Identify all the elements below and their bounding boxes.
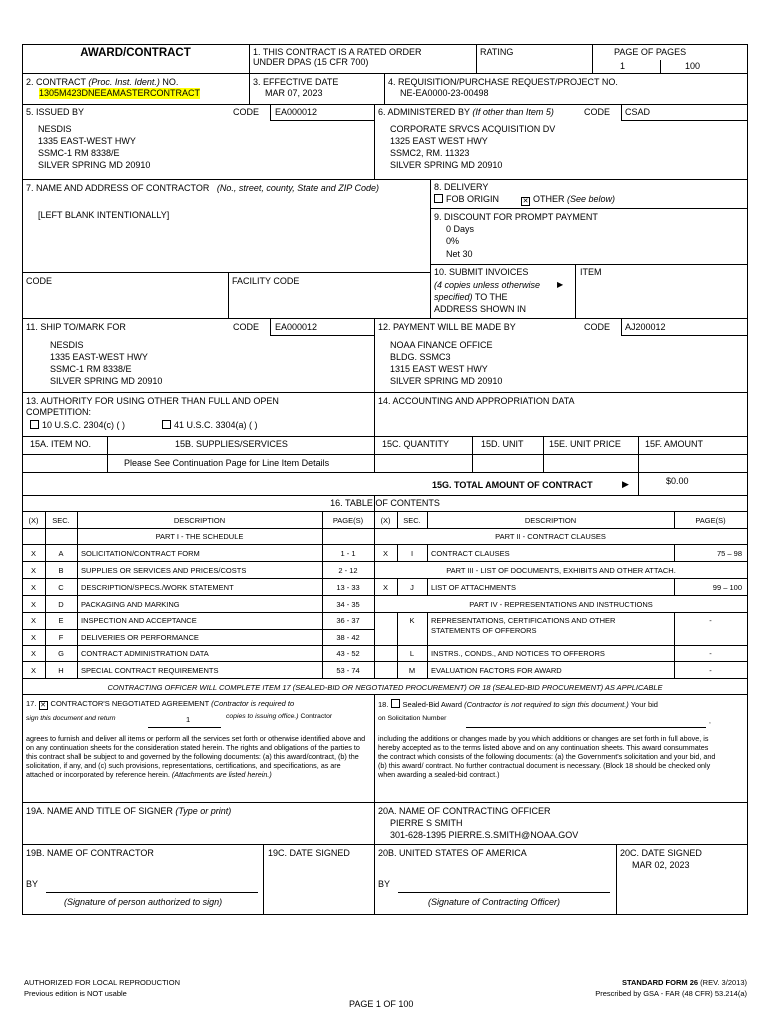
form-title: AWARD/CONTRACT	[80, 47, 191, 59]
pay-by-line-3: 1315 EAST WEST HWY	[390, 364, 488, 374]
frame-right	[747, 44, 748, 915]
officer-by-label: BY	[378, 879, 391, 889]
toc-row-x: X	[30, 649, 36, 658]
arrow-right-icon: ▶	[557, 280, 564, 289]
field-18-label: 18. Sealed-Bid Award (Contractor is not required to sign this document.) Your bid	[378, 700, 658, 709]
field-18-award-text: including the additions or changes made by you which additions or changes are set forth in full above, is hereby accepted as to the terms listed above and on any continuation sheets. This award consummates the contract which consists of the following documents: (a) the Government's solicitation and your bid, and (b) this award/ contract. No further contractual document is necessary. (Block 18 should be checked only when awarding a sealed-bid contract.)	[378, 734, 716, 779]
field-18-checkbox[interactable]	[391, 699, 400, 708]
toc-row-desc: SOLICITATION/CONTRACT FORM	[81, 549, 200, 558]
ship-to-line-1: NESDIS	[50, 340, 84, 350]
officer-name: PIERRE S SMITH	[390, 818, 463, 828]
footer-previous-edition: Previous edition is NOT usable	[24, 989, 127, 998]
officer-signature-caption: (Signature of Contracting Officer)	[428, 897, 561, 907]
contractor-signature-caption: (Signature of person authorized to sign)	[64, 897, 223, 907]
field-17-copies: 1	[186, 715, 191, 724]
field-13-label-2: COMPETITION:	[26, 407, 91, 417]
toc-row-pages: 43 - 52	[336, 649, 360, 658]
footer-reproduction: AUTHORIZED FOR LOCAL REPRODUCTION	[24, 978, 180, 987]
field-20c-label: 20C. DATE SIGNED	[620, 848, 702, 858]
toc-row-pages: 2 - 12	[338, 566, 358, 575]
field-17-checkbox[interactable]: ✕	[40, 702, 46, 709]
toc-right-sec-header: SEC.	[403, 516, 421, 525]
ship-code-label: CODE	[233, 322, 260, 332]
page-total: 100	[685, 61, 701, 71]
field-9-label: 9. DISCOUNT FOR PROMPT PAYMENT	[434, 212, 598, 222]
field-12-label: 12. PAYMENT WILL BE MADE BY	[378, 322, 516, 332]
col-15e-header: 15E. UNIT PRICE	[549, 439, 621, 449]
field-10-label: 10. SUBMIT INVOICES	[434, 267, 529, 277]
toc-row-j-pages: 99 – 100	[712, 583, 742, 592]
authority-10usc-checkbox[interactable]: 10 U.S.C. 2304(c) ( )	[30, 420, 125, 431]
toc-row-i-desc: CONTRACT CLAUSES	[431, 549, 510, 558]
field-1-label: 1. THIS CONTRACT IS A RATED ORDER	[253, 47, 422, 57]
footer-prescribed-by: Prescribed by GSA - FAR (48 CFR) 53.214(a)	[595, 989, 747, 998]
toc-row-x: X	[30, 616, 36, 625]
toc-row-pages: 34 - 35	[336, 600, 360, 609]
toc-right-x-header: (X)	[380, 516, 391, 525]
toc-right-pages-header: PAGE(S)	[695, 516, 726, 525]
col-15d-header: 15D. UNIT	[481, 439, 524, 449]
page-number: 1	[620, 61, 626, 71]
field-20a-label: 20A. NAME OF CONTRACTING OFFICER	[378, 806, 551, 816]
ship-code: EA000012	[275, 322, 318, 332]
field-7-label: 7. NAME AND ADDRESS OF CONTRACTOR (No., street, county, State and ZIP Code)	[26, 183, 379, 193]
toc-row-desc: SPECIAL CONTRACT REQUIREMENTS	[81, 666, 219, 675]
frame-left	[22, 44, 23, 915]
total-amount-label: 15G. TOTAL AMOUNT OF CONTRACT	[432, 480, 593, 490]
toc-row-k-sec: K	[409, 616, 415, 625]
issued-by-line-1: NESDIS	[38, 124, 72, 134]
contracting-officer-note: CONTRACTING OFFICER WILL COMPLETE ITEM 17 (SEALED-BID OR NEGOTIATED PROCUREMENT) OR 18 (SEALED-BID PROCUREMENT) AS APPLICABLE	[107, 683, 663, 692]
contract-number: 1305M423DNEEAMASTERCONTRACT	[39, 88, 201, 98]
field-11-label: 11. SHIP TO/MARK FOR	[26, 322, 126, 332]
authority-10usc-box[interactable]	[30, 420, 39, 429]
fob-origin-checkbox[interactable]: FOB ORIGIN	[434, 194, 499, 205]
field-18-comma: ,	[709, 718, 711, 725]
toc-row-i-sec: I	[410, 549, 414, 558]
continuation-note: Please See Continuation Page for Line Item Details	[124, 458, 330, 468]
field-10-specified: specified) TO THE	[434, 292, 508, 302]
pay-by-line-2: BLDG. SSMC3	[390, 352, 451, 362]
field-17-agreement-text: agrees to furnish and deliver all items or perform all the services set forth or otherwise identified above and on any continuation sheets for the consideration stated herein. The rights and obligations of the parties to this contract shall be subject to and governed by the following documents: (a) this award/contract, (b) the solicitation, if any, and (c) such provisions, representations, certifications, and specifications, as are attached or incorporated by reference herein. (Attachments are listed herein.)	[26, 734, 366, 779]
col-15f-header: 15F. AMOUNT	[645, 439, 704, 449]
issued-by-line-3: SSMC-1 RM 8338/E	[38, 148, 120, 158]
pay-code-label: CODE	[584, 322, 611, 332]
toc-row-k-desc-2: STATEMENTS OF OFFERORS	[431, 626, 537, 635]
fob-origin-box[interactable]	[434, 194, 443, 203]
toc-row-sec: H	[58, 666, 64, 675]
footer-page-count: PAGE 1 OF 100	[349, 999, 414, 1009]
col-15a-header: 15A. ITEM NO.	[30, 439, 92, 449]
toc-part-2: PART II - CONTRACT CLAUSES	[495, 532, 606, 541]
frame-top	[22, 44, 748, 45]
total-arrow-icon: ▶	[622, 479, 629, 489]
toc-row-x: X	[30, 566, 36, 575]
toc-row-desc: INSPECTION AND ACCEPTANCE	[81, 616, 197, 625]
authority-41usc-box[interactable]	[162, 420, 171, 429]
toc-row-pages: 13 - 33	[336, 583, 360, 592]
toc-row-i-x: X	[382, 549, 388, 558]
contractor-by-label: BY	[26, 879, 39, 889]
toc-row-desc: DESCRIPTION/SPECS./WORK STATEMENT	[81, 583, 234, 592]
toc-row-k-pages: -	[709, 616, 712, 625]
toc-left-pages-header: PAGE(S)	[332, 516, 364, 525]
field-2-label: 2. CONTRACT (Proc. Inst. Ident.) NO.	[26, 77, 179, 87]
discount-line-3: Net 30	[446, 249, 473, 259]
issued-code: EA000012	[275, 107, 318, 117]
field-18-solicitation-label: on Solicitation Number	[378, 715, 447, 722]
toc-row-x: X	[30, 549, 36, 558]
toc-row-x: X	[30, 633, 36, 642]
footer-form-number: STANDARD FORM 26 (REV. 3/2013)	[621, 978, 747, 987]
discount-line-1: 0 Days	[446, 224, 475, 234]
pay-by-line-4: SILVER SPRING MD 20910	[390, 376, 503, 386]
toc-part-4: PART IV - REPRESENTATIONS AND INSTRUCTIONS	[469, 600, 653, 609]
issued-by-line-4: SILVER SPRING MD 20910	[38, 160, 151, 170]
field-17-sign-text: sign this document and return	[26, 715, 116, 722]
issued-code-label: CODE	[233, 107, 260, 117]
toc-row-desc: CONTRACT ADMINISTRATION DATA	[81, 649, 209, 658]
solicitation-number-line	[466, 727, 706, 728]
toc-row-pages: 1 - 1	[340, 549, 356, 558]
toc-row-m-sec: M	[408, 666, 416, 675]
toc-row-j-desc: LIST OF ATTACHMENTS	[431, 583, 517, 592]
officer-contact: 301-628-1395 PIERRE.S.SMITH@NOAA.GOV	[390, 830, 579, 840]
facility-code-label: FACILITY CODE	[232, 276, 300, 286]
toc-row-sec: F	[58, 633, 64, 642]
toc-row-x: X	[30, 600, 36, 609]
col-15b-header: 15B. SUPPLIES/SERVICES	[175, 439, 288, 449]
item-label: ITEM	[580, 267, 602, 277]
field-14-label: 14. ACCOUNTING AND APPROPRIATION DATA	[378, 396, 575, 406]
toc-row-l-sec: L	[409, 649, 415, 658]
contractor-name: [LEFT BLANK INTENTIONALLY]	[38, 210, 170, 220]
toc-right-desc-header: DESCRIPTION	[524, 516, 577, 525]
field-20b-label: 20B. UNITED STATES OF AMERICA	[378, 848, 527, 858]
page-of-pages-label: PAGE OF PAGES	[614, 47, 687, 57]
field-6-label: 6. ADMINISTERED BY (If other than Item 5)	[378, 107, 554, 117]
toc-row-pages: 38 - 42	[336, 633, 360, 642]
col-15c-header: 15C. QUANTITY	[382, 439, 450, 449]
toc-title: 16. TABLE OF CONTENTS	[330, 498, 440, 508]
toc-row-sec: A	[58, 549, 64, 558]
contractor-code-label: CODE	[26, 276, 53, 286]
toc-left-sec-header: SEC.	[52, 516, 70, 525]
field-1-label-2: UNDER DPAS (15 CFR 700)	[253, 57, 369, 67]
field-3-label: 3. EFFECTIVE DATE	[253, 77, 339, 87]
ship-to-line-4: SILVER SPRING MD 20910	[50, 376, 163, 386]
toc-row-m-desc: EVALUATION FACTORS FOR AWARD	[431, 666, 562, 675]
field-19a-label: 19A. NAME AND TITLE OF SIGNER (Type or print)	[26, 806, 232, 816]
field-10-copies: (4 copies unless otherwise	[434, 280, 541, 290]
admin-code: CSAD	[625, 107, 651, 117]
toc-row-x: X	[30, 583, 36, 592]
field-17-copies-text: copies to issuing office.) Contractor	[226, 713, 333, 720]
field-8-label: 8. DELIVERY	[434, 182, 489, 192]
toc-row-desc: DELIVERIES OR PERFORMANCE	[81, 633, 199, 642]
discount-line-2: 0%	[446, 236, 460, 246]
other-delivery-checkbox[interactable]: ✕ OTHER (See below)	[522, 194, 616, 205]
toc-row-pages: 53 - 74	[336, 666, 360, 675]
toc-left-x-header: (X)	[28, 516, 39, 525]
ship-to-line-3: SSMC-1 RM 8338/E	[50, 364, 132, 374]
toc-part-1: PART I - THE SCHEDULE	[155, 532, 244, 541]
toc-row-j-x: X	[382, 583, 388, 592]
admin-by-line-1: CORPORATE SRVCS ACQUISITION DV	[390, 124, 556, 134]
field-5-label: 5. ISSUED BY	[26, 107, 85, 117]
toc-row-pages: 36 - 37	[336, 616, 360, 625]
toc-row-desc: PACKAGING AND MARKING	[81, 600, 180, 609]
toc-row-i-pages: 75 – 98	[716, 549, 742, 558]
field-19b-label: 19B. NAME OF CONTRACTOR	[26, 848, 154, 858]
admin-by-line-4: SILVER SPRING MD 20910	[390, 160, 503, 170]
field-17-label: 17. ✕ CONTRACTOR'S NEGOTIATED AGREEMENT (Contractor is required to	[26, 699, 295, 709]
toc-row-sec: E	[58, 616, 64, 625]
field-19c-label: 19C. DATE SIGNED	[268, 848, 350, 858]
toc-row-l-desc: INSTRS., CONDS., AND NOTICES TO OFFERORS	[431, 649, 605, 658]
toc-part-3: PART III - LIST OF DOCUMENTS, EXHIBITS AND OTHER ATTACH.	[446, 566, 676, 575]
toc-row-sec: B	[58, 566, 64, 575]
field-10-address: ADDRESS SHOWN IN	[434, 304, 527, 314]
total-amount: $0.00	[666, 476, 689, 486]
admin-code-label: CODE	[584, 107, 611, 117]
toc-row-sec: D	[58, 600, 64, 609]
pay-by-line-1: NOAA FINANCE OFFICE	[390, 340, 493, 350]
contractor-signature-line[interactable]	[46, 892, 258, 893]
effective-date: MAR 07, 2023	[265, 88, 323, 98]
field-13-label: 13. AUTHORITY FOR USING OTHER THAN FULL AND OPEN	[26, 396, 279, 406]
frame-bottom	[22, 914, 748, 915]
admin-by-line-2: 1325 EAST WEST HWY	[390, 136, 488, 146]
toc-row-k-desc-1: REPRESENTATIONS, CERTIFICATIONS AND OTHER	[431, 616, 616, 625]
date-signed: MAR 02, 2023	[632, 860, 690, 870]
other-delivery-box[interactable]: ✕	[522, 198, 529, 205]
requisition-number: NE-EA0000-23-00498	[400, 88, 489, 98]
authority-41usc-checkbox[interactable]: 41 U.S.C. 3304(a) ( )	[162, 420, 258, 431]
rating-label: RATING	[480, 47, 514, 57]
toc-row-j-sec: J	[410, 583, 414, 592]
ship-to-line-2: 1335 EAST-WEST HWY	[50, 352, 148, 362]
admin-by-line-3: SSMC2, RM. 11323	[390, 148, 470, 158]
toc-row-x: X	[30, 666, 36, 675]
pay-code: AJ200012	[625, 322, 666, 332]
toc-row-l-pages: -	[709, 649, 712, 658]
toc-row-sec: C	[58, 583, 64, 592]
toc-left-desc-header: DESCRIPTION	[173, 516, 226, 525]
issued-by-line-2: 1335 EAST-WEST HWY	[38, 136, 136, 146]
toc-row-sec: G	[58, 649, 64, 658]
field-4-label: 4. REQUISITION/PURCHASE REQUEST/PROJECT NO.	[388, 77, 618, 87]
toc-row-desc: SUPPLIES OR SERVICES AND PRICES/COSTS	[81, 566, 247, 575]
toc-row-m-pages: -	[709, 666, 712, 675]
officer-signature-line[interactable]	[398, 892, 610, 893]
